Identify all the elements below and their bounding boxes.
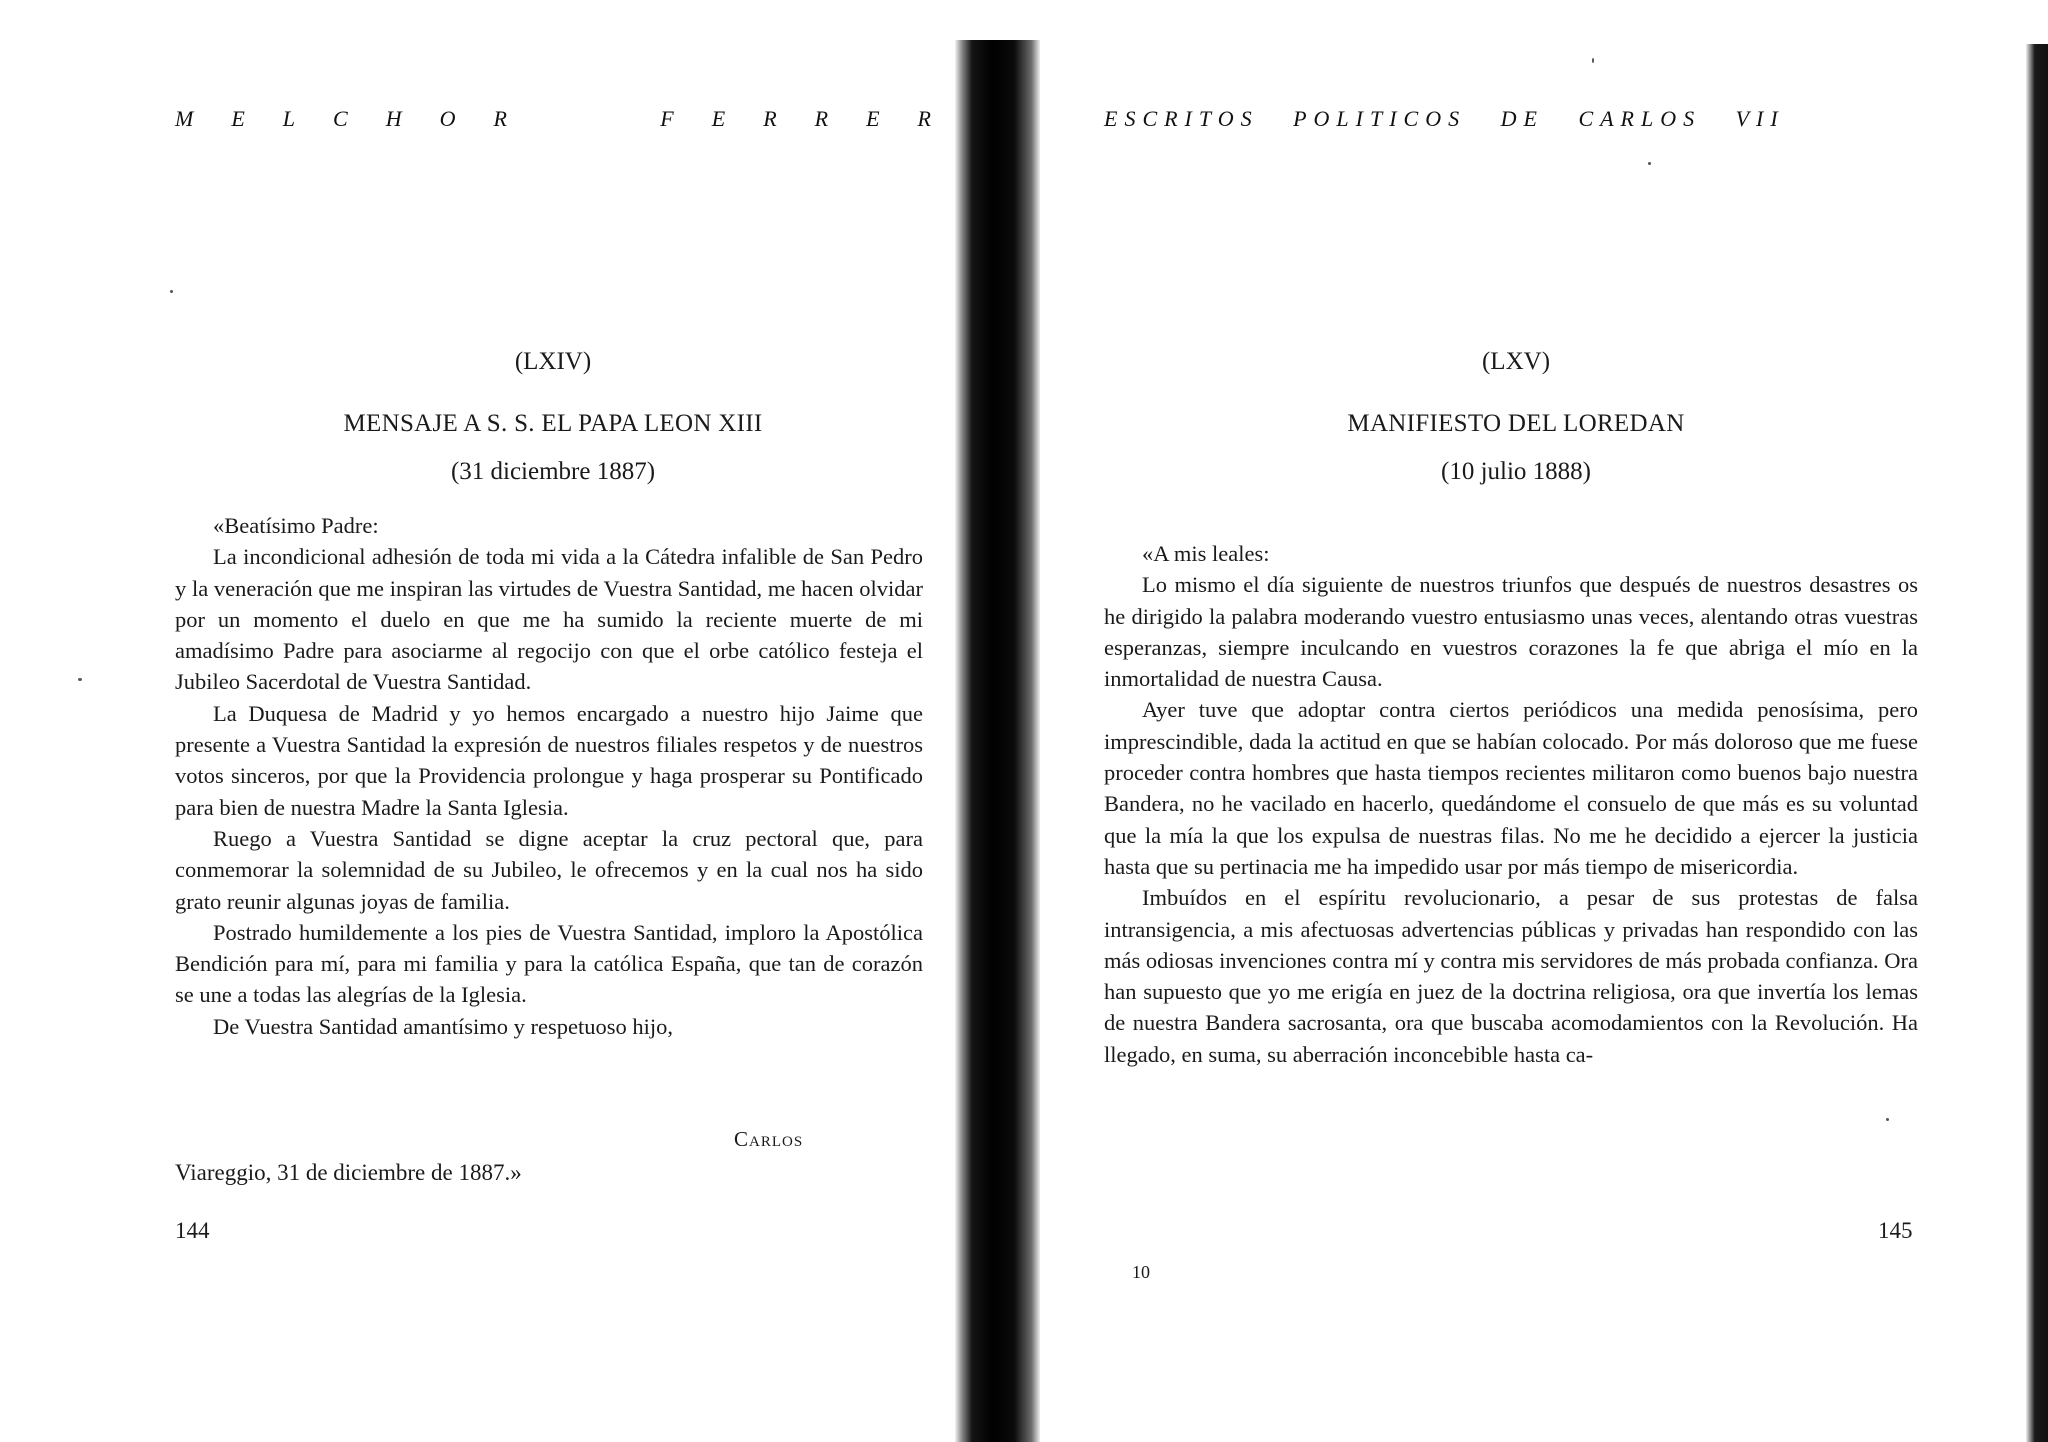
left-paragraph-5: De Vuestra Santidad amantísimo y respetuoso hijo, (213, 1013, 674, 1039)
right-body-text (1104, 538, 1918, 1070)
scan-speck (1886, 1118, 1889, 1121)
left-paragraph-2: La Duquesa de Madrid y yo hemos encargado a nuestro hijo Jaime que presente a Vuestra Santidad la expresión de nuestros filiales respetos y de nuestros votos sinceros, por que la Providencia prolongue y haga prosperar su Pontificado para bien de nuestra Madre la Santa Iglesia. (175, 700, 923, 820)
running-head-word-2: F E R R E R (660, 106, 931, 131)
right-chapter-number: (LXV) (1481, 348, 1551, 375)
scan-speck (170, 290, 173, 293)
left-chapter-number: (LXIV) (514, 348, 592, 375)
right-salutation: «A mis leales: (1142, 541, 1270, 566)
right-paragraph-2: Ayer tuve que adoptar contra ciertos periódicos una medida penosísima, pero imprescindible, dada la actitud en que se habían colocado. Por más doloroso que me fuese proceder contra hombres que hasta tiempos recientes militaron como buenos bajo nuestra Bandera, no he vacilado en hacerlo, quedándome el consuelo de que más es su voluntad que la mía la que los expulsa de nuestras filas. No me he decidido a ejercer la justicia hasta que su pertinacia me ha impedido usar por más tiempo de misericordia. (1104, 697, 1918, 879)
right-page (1040, 0, 2048, 1442)
closing-place-date: Viareggio, 31 de diciembre de 1887.» (175, 1160, 522, 1185)
scan-speck (78, 678, 82, 681)
book-gutter-shadow (955, 40, 1040, 1442)
left-body-text (175, 510, 923, 1042)
left-chapter-date: (31 diciembre 1887) (450, 458, 656, 485)
right-chapter-title: MANIFIESTO DEL LOREDAN (1347, 410, 1685, 437)
scan-speck (1648, 162, 1651, 165)
signature: Carlos (734, 1127, 804, 1151)
left-page-number: 144 (175, 1218, 210, 1243)
printer-signature-mark: 10 (1132, 1262, 1150, 1282)
left-page (0, 0, 955, 1442)
left-paragraph-3: Ruego a Vuestra Santidad se digne aceptar la cruz pectoral que, para conmemorar la solemnidad de su Jubileo, le ofrecemos y en la cual nos ha sido grato reunir algunas joyas de familia. (175, 825, 923, 914)
left-chapter-title: MENSAJE A S. S. EL PAPA LEON XIII (343, 410, 763, 437)
running-head-word-1: M E L C H O R (175, 106, 507, 131)
left-paragraph-1: La incondicional adhesión de toda mi vida a la Cátedra infalible de San Pedro y la veneración que me inspiran las virtudes de Vuestra Santidad, me hacen olvidar por un momento el duelo en que me ha sumido la reciente muerte de mi amadísimo Padre para asociarme al regocijo con que el orbe católico festeja el Jubileo Sacerdotal de Vuestra Santidad. (175, 544, 923, 695)
right-running-head: ESCRITOS POLITICOS DE CARLOS VII (1104, 106, 1785, 131)
right-paragraph-3: Imbuídos en el espíritu revolucionario, a pesar de sus protestas de falsa intransigencia, a mis afectuosas advertencias públicas y privadas han respondido con las más odiosas invenciones contra mí y contra mis servidores de más probada confianza. Ora han supuesto que yo me erigía en juez de la doctrina religiosa, ora que invertía los lemas de nuestra Bandera sacrosanta, ora que buscaba acomodamientos con la Revolución. Ha llegado, en suma, su aberración inconcebible hasta ca- (1104, 885, 1918, 1067)
left-paragraph-4: Postrado humildemente a los pies de Vuestra Santidad, imploro la Apostólica Bendición para mí, para mi familia y para la católica España, que tan de corazón se une a todas las alegrías de la Iglesia. (175, 919, 923, 1008)
right-page-number: 145 (1878, 1218, 1913, 1243)
right-chapter-date: (10 julio 1888) (1441, 458, 1591, 485)
left-running-head (175, 106, 931, 132)
right-paragraph-1: Lo mismo el día siguiente de nuestros triunfos que después de nuestros desastres os he dirigido la palabra moderando vuestro entusiasmo unas veces, alentando otras vuestras esperanzas, siempre inculcando en vuestros corazones la fe que abriga el mío en la inmortalidad de nuestra Causa. (1104, 572, 1918, 692)
left-salutation: «Beatísimo Padre: (213, 513, 379, 538)
scan-speck (1592, 58, 1594, 63)
scan-edge-shadow (2026, 44, 2048, 1442)
